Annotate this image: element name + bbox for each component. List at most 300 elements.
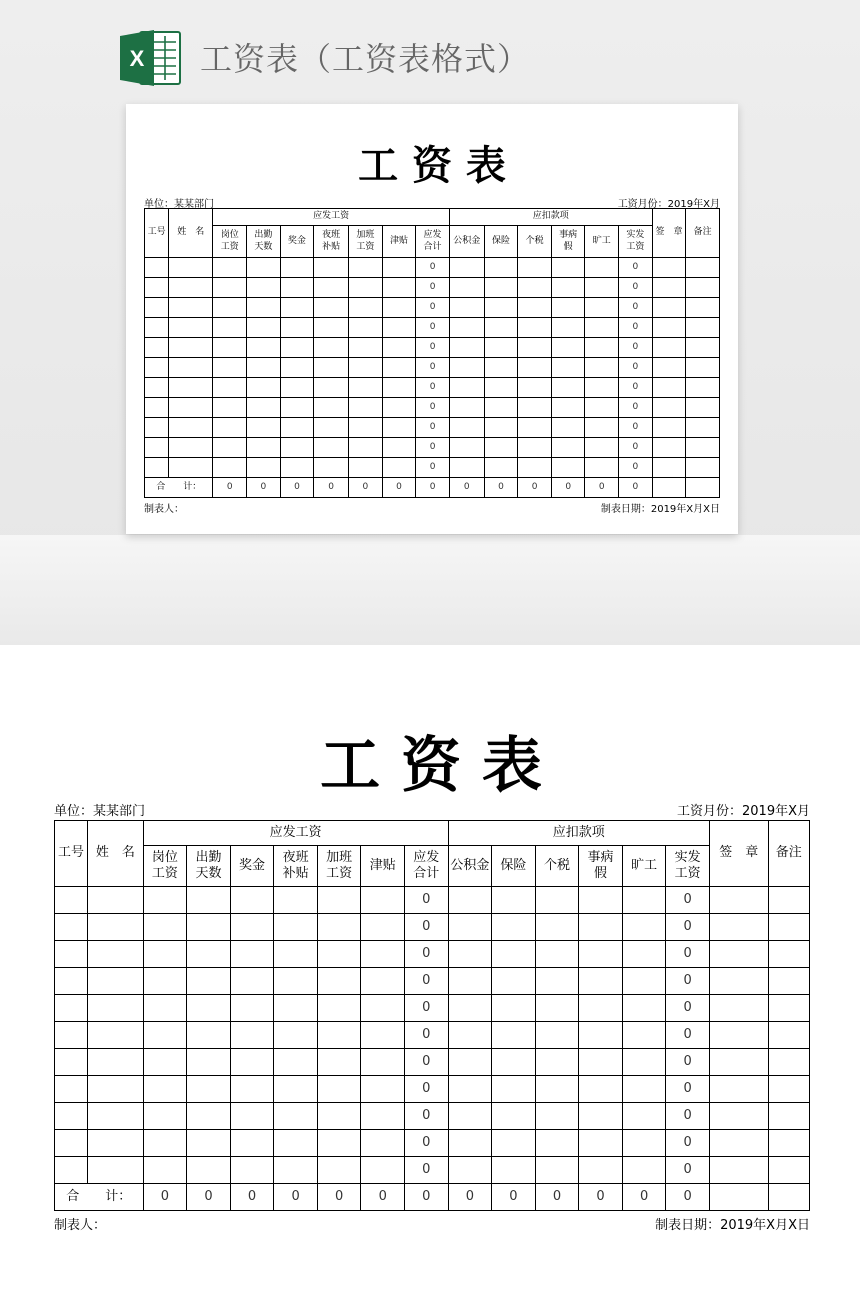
table-cell (349, 358, 383, 378)
total-value-cell: 0 (492, 1184, 536, 1211)
payable-total-cell: 0 (416, 418, 450, 438)
header-payable-item (230, 846, 274, 887)
header-deduct-item (666, 846, 710, 887)
table-cell (652, 298, 686, 318)
table-row (145, 278, 720, 298)
header-line: 出勤 (254, 230, 273, 241)
table-cell (518, 438, 552, 458)
table-cell (585, 358, 619, 378)
header-line: 应发 (423, 230, 442, 241)
header-deduct-item (449, 226, 484, 258)
table-cell (652, 458, 686, 478)
table-row (55, 1022, 810, 1049)
subheader-row (145, 226, 720, 258)
table-cell (622, 995, 666, 1022)
table-row (145, 438, 720, 458)
table-cell (448, 1103, 492, 1130)
table-cell (709, 1157, 768, 1184)
table-cell (143, 887, 187, 914)
table-cell (230, 1130, 274, 1157)
header-payable-item (361, 846, 405, 887)
table-cell (768, 1022, 809, 1049)
table-cell (88, 1076, 144, 1103)
table-row (55, 914, 810, 941)
table-cell (622, 1103, 666, 1130)
table-cell (317, 941, 361, 968)
table-cell (492, 968, 536, 995)
table-cell (622, 887, 666, 914)
total-value-cell: 0 (551, 478, 585, 498)
table-cell (349, 298, 383, 318)
table-cell (492, 1022, 536, 1049)
table-cell (652, 318, 686, 338)
net-pay-cell: 0 (666, 995, 710, 1022)
table-cell (317, 1049, 361, 1076)
unit-label: 单位：某某部门 (144, 199, 214, 210)
payable-total-cell: 0 (416, 458, 450, 478)
table-row (145, 338, 720, 358)
header-payable-item (317, 846, 361, 887)
header-line: 保险 (491, 235, 510, 246)
table-cell (382, 438, 416, 458)
table-cell (382, 258, 416, 278)
table-cell (709, 1022, 768, 1049)
month-label: 工资月份：2019年X月 (617, 199, 720, 210)
header-line: 假 (594, 866, 608, 881)
header-line: 实发 (626, 230, 645, 241)
total-value-cell: 0 (314, 478, 349, 498)
net-pay-cell: 0 (666, 1130, 710, 1157)
payable-total-cell: 0 (416, 298, 450, 318)
table-cell (88, 1049, 144, 1076)
total-row (145, 478, 720, 498)
table-cell (361, 968, 405, 995)
salary-table (144, 208, 720, 498)
table-cell (709, 914, 768, 941)
table-cell (187, 995, 231, 1022)
table-cell (55, 1130, 88, 1157)
maker-label: 制表人： (144, 504, 184, 515)
table-row (55, 1157, 810, 1184)
table-cell (247, 298, 281, 318)
table-cell (274, 995, 318, 1022)
table-cell (768, 887, 809, 914)
table-cell (274, 914, 318, 941)
total-label: 合 计： (55, 1184, 144, 1211)
header-payable-item (187, 846, 231, 887)
header-line: 应发 (413, 849, 440, 865)
header-deduct-item (448, 846, 492, 887)
total-value-cell: 0 (213, 478, 247, 498)
table-cell (274, 887, 318, 914)
net-pay-cell: 0 (666, 914, 710, 941)
header-line: 保险 (500, 857, 527, 873)
header-line: 补贴 (282, 866, 309, 881)
payable-total-cell: 0 (405, 941, 449, 968)
preview-reflection (0, 535, 860, 645)
doc-title: 工 资 表 (320, 731, 542, 801)
table-cell (768, 914, 809, 941)
net-pay-cell: 0 (619, 378, 653, 398)
header-deduct-item (484, 226, 518, 258)
total-value-cell: 0 (585, 478, 619, 498)
header-deduct-item (622, 846, 666, 887)
table-cell (143, 1130, 187, 1157)
header-payable-item (382, 226, 416, 258)
table-cell (585, 298, 619, 318)
header-deduct-item (619, 226, 653, 258)
table-cell (317, 968, 361, 995)
net-pay-cell: 0 (666, 968, 710, 995)
table-cell (449, 338, 484, 358)
table-cell (518, 418, 552, 438)
net-pay-cell: 0 (666, 1076, 710, 1103)
header-deduct-item (551, 226, 585, 258)
table-cell (492, 1076, 536, 1103)
table-cell (88, 995, 144, 1022)
table-cell (169, 338, 213, 358)
table-cell (247, 438, 281, 458)
table-cell (314, 278, 349, 298)
table-cell (449, 298, 484, 318)
total-value-cell: 0 (382, 478, 416, 498)
table-cell (55, 914, 88, 941)
table-cell (349, 458, 383, 478)
table-cell (169, 298, 213, 318)
unit-label: 单位：某某部门 (54, 804, 146, 819)
header-row (145, 209, 720, 226)
table-cell (274, 1130, 318, 1157)
header-sign: 签 章 (652, 209, 686, 258)
table-cell (449, 318, 484, 338)
table-cell (88, 887, 144, 914)
header-line: 公积金 (453, 235, 481, 246)
header-line: 夜班 (322, 230, 341, 241)
table-cell (492, 995, 536, 1022)
total-value-cell: 0 (247, 478, 281, 498)
table-cell (382, 338, 416, 358)
table-cell (518, 358, 552, 378)
table-cell (280, 358, 314, 378)
header-line: 工资 (626, 241, 645, 252)
table-cell (448, 1022, 492, 1049)
table-cell (709, 941, 768, 968)
file-title: 工资表（工资表格式） (200, 40, 531, 78)
table-cell (686, 338, 720, 358)
header-name: 姓 名 (88, 821, 144, 887)
table-cell (280, 278, 314, 298)
header-deduct-item (535, 846, 579, 887)
table-cell (280, 298, 314, 318)
net-pay-cell: 0 (666, 1022, 710, 1049)
table-cell (361, 1103, 405, 1130)
header-remark: 备注 (686, 209, 720, 258)
table-cell (484, 338, 518, 358)
table-cell (579, 995, 623, 1022)
total-value-cell: 0 (230, 1184, 274, 1211)
table-cell (768, 968, 809, 995)
table-cell (187, 1157, 231, 1184)
payable-total-cell: 0 (405, 1049, 449, 1076)
table-cell (484, 458, 518, 478)
total-value-cell: 0 (274, 1184, 318, 1211)
table-cell (230, 995, 274, 1022)
table-cell (551, 438, 585, 458)
table-cell (709, 1130, 768, 1157)
table-cell (213, 298, 247, 318)
table-cell (382, 278, 416, 298)
header-id: 工号 (145, 209, 169, 258)
payable-total-cell: 0 (416, 338, 450, 358)
table-cell (361, 1022, 405, 1049)
table-cell (230, 1049, 274, 1076)
header-line: 工资 (674, 866, 701, 881)
table-cell (768, 1076, 809, 1103)
table-cell (448, 1157, 492, 1184)
table-cell (88, 1103, 144, 1130)
table-cell (230, 1157, 274, 1184)
table-cell (230, 968, 274, 995)
table-row (145, 258, 720, 278)
table-cell (143, 1049, 187, 1076)
table-cell (88, 968, 144, 995)
table-cell (518, 298, 552, 318)
header-sign: 签 章 (709, 821, 768, 887)
table-cell (448, 1076, 492, 1103)
table-cell (247, 418, 281, 438)
table-cell (585, 338, 619, 358)
table-cell (187, 887, 231, 914)
table-cell (382, 358, 416, 378)
header-line: 加班 (356, 230, 375, 241)
header-line: 事病 (559, 230, 578, 241)
table-cell (686, 318, 720, 338)
table-cell (169, 318, 213, 338)
table-cell (535, 941, 579, 968)
net-pay-cell: 0 (619, 458, 653, 478)
total-value-cell: 0 (579, 1184, 623, 1211)
table-cell (88, 941, 144, 968)
table-cell (652, 258, 686, 278)
table-cell (382, 418, 416, 438)
header-line: 公积金 (450, 857, 490, 873)
table-cell (518, 278, 552, 298)
table-cell (55, 1049, 88, 1076)
table-cell (247, 458, 281, 478)
net-pay-cell: 0 (619, 298, 653, 318)
table-cell (230, 1103, 274, 1130)
table-cell (448, 995, 492, 1022)
header-line: 工资 (220, 241, 239, 252)
table-cell (382, 318, 416, 338)
table-cell (492, 887, 536, 914)
table-cell (55, 968, 88, 995)
table-cell (247, 278, 281, 298)
total-label: 合 计： (145, 478, 213, 498)
net-pay-cell: 0 (666, 887, 710, 914)
table-cell (652, 418, 686, 438)
table-cell (535, 995, 579, 1022)
table-cell (349, 418, 383, 438)
table-cell (652, 358, 686, 378)
table-cell (484, 278, 518, 298)
header-line: 假 (563, 241, 573, 252)
table-row (55, 968, 810, 995)
table-cell (535, 1157, 579, 1184)
header-payable-item (274, 846, 318, 887)
header-line: 事病 (587, 849, 614, 865)
table-cell (143, 1022, 187, 1049)
table-cell (274, 968, 318, 995)
table-cell (213, 418, 247, 438)
table-cell (88, 1022, 144, 1049)
table-cell (145, 458, 169, 478)
table-cell (88, 1130, 144, 1157)
table-cell (449, 278, 484, 298)
table-cell (213, 258, 247, 278)
table-cell (247, 358, 281, 378)
total-value-cell: 0 (416, 478, 450, 498)
table-row (55, 995, 810, 1022)
table-cell (535, 1049, 579, 1076)
table-cell (145, 278, 169, 298)
table-cell (551, 298, 585, 318)
table-cell (213, 378, 247, 398)
header-deduct-group: 应扣款项 (449, 209, 652, 226)
header-line: 合计 (423, 241, 442, 252)
table-cell (492, 914, 536, 941)
table-cell (768, 1130, 809, 1157)
table-cell (585, 458, 619, 478)
table-cell (247, 338, 281, 358)
header-line: 旷工 (631, 857, 658, 873)
table-cell (585, 438, 619, 458)
header-payable-item (213, 226, 247, 258)
total-value-cell: 0 (187, 1184, 231, 1211)
table-cell (652, 478, 686, 498)
payable-total-cell: 0 (416, 318, 450, 338)
table-cell (551, 378, 585, 398)
table-cell (535, 887, 579, 914)
table-cell (551, 258, 585, 278)
table-cell (484, 398, 518, 418)
net-pay-cell: 0 (619, 318, 653, 338)
header-line: 岗位 (220, 230, 239, 241)
table-cell (686, 298, 720, 318)
net-pay-cell: 0 (666, 1157, 710, 1184)
table-cell (709, 995, 768, 1022)
doc-title: 工 资 表 (358, 143, 506, 189)
header-line: 个税 (525, 235, 544, 246)
sheet-preview-small (126, 104, 738, 534)
net-pay-cell: 0 (666, 1049, 710, 1076)
table-cell (143, 1103, 187, 1130)
table-cell (187, 914, 231, 941)
table-cell (492, 941, 536, 968)
table-cell (551, 398, 585, 418)
table-cell (169, 358, 213, 378)
payable-total-cell: 0 (416, 358, 450, 378)
table-cell (280, 378, 314, 398)
table-cell (709, 887, 768, 914)
table-row (55, 1049, 810, 1076)
total-value-cell: 0 (317, 1184, 361, 1211)
table-cell (169, 278, 213, 298)
table-row (55, 1076, 810, 1103)
excel-icon (118, 28, 182, 88)
table-cell (709, 1076, 768, 1103)
table-cell (448, 941, 492, 968)
table-row (145, 298, 720, 318)
header-payable-item (280, 226, 314, 258)
table-cell (55, 1076, 88, 1103)
table-cell (382, 458, 416, 478)
table-cell (187, 1076, 231, 1103)
table-cell (551, 458, 585, 478)
header-line: 加班 (326, 849, 353, 865)
table-cell (361, 1049, 405, 1076)
table-cell (213, 458, 247, 478)
table-cell (349, 378, 383, 398)
payable-total-cell: 0 (416, 278, 450, 298)
total-value-cell: 0 (484, 478, 518, 498)
net-pay-cell: 0 (619, 278, 653, 298)
table-cell (169, 258, 213, 278)
payable-total-cell: 0 (405, 1130, 449, 1157)
table-cell (143, 995, 187, 1022)
table-cell (88, 914, 144, 941)
table-cell (492, 1049, 536, 1076)
table-cell (55, 1103, 88, 1130)
table-cell (535, 1076, 579, 1103)
table-cell (145, 418, 169, 438)
table-cell (535, 1022, 579, 1049)
table-cell (280, 398, 314, 418)
table-cell (622, 1022, 666, 1049)
header-line: 奖金 (287, 235, 306, 246)
table-cell (187, 1022, 231, 1049)
table-cell (686, 458, 720, 478)
header-line: 岗位 (151, 849, 178, 865)
table-cell (518, 378, 552, 398)
table-cell (579, 914, 623, 941)
payable-total-cell: 0 (405, 1157, 449, 1184)
table-cell (274, 941, 318, 968)
table-cell (361, 941, 405, 968)
header-line: 出勤 (195, 849, 222, 865)
header-line: 合计 (413, 866, 440, 881)
table-cell (652, 438, 686, 458)
table-cell (213, 278, 247, 298)
table-cell (448, 914, 492, 941)
net-pay-cell: 0 (666, 941, 710, 968)
table-cell (449, 418, 484, 438)
table-cell (314, 338, 349, 358)
table-cell (686, 378, 720, 398)
table-cell (579, 941, 623, 968)
table-cell (361, 1130, 405, 1157)
table-cell (314, 298, 349, 318)
table-cell (768, 1103, 809, 1130)
table-cell (314, 438, 349, 458)
table-cell (492, 1130, 536, 1157)
table-cell (551, 338, 585, 358)
table-cell (230, 1022, 274, 1049)
table-cell (247, 378, 281, 398)
table-cell (280, 438, 314, 458)
table-cell (145, 338, 169, 358)
total-value-cell: 0 (449, 478, 484, 498)
